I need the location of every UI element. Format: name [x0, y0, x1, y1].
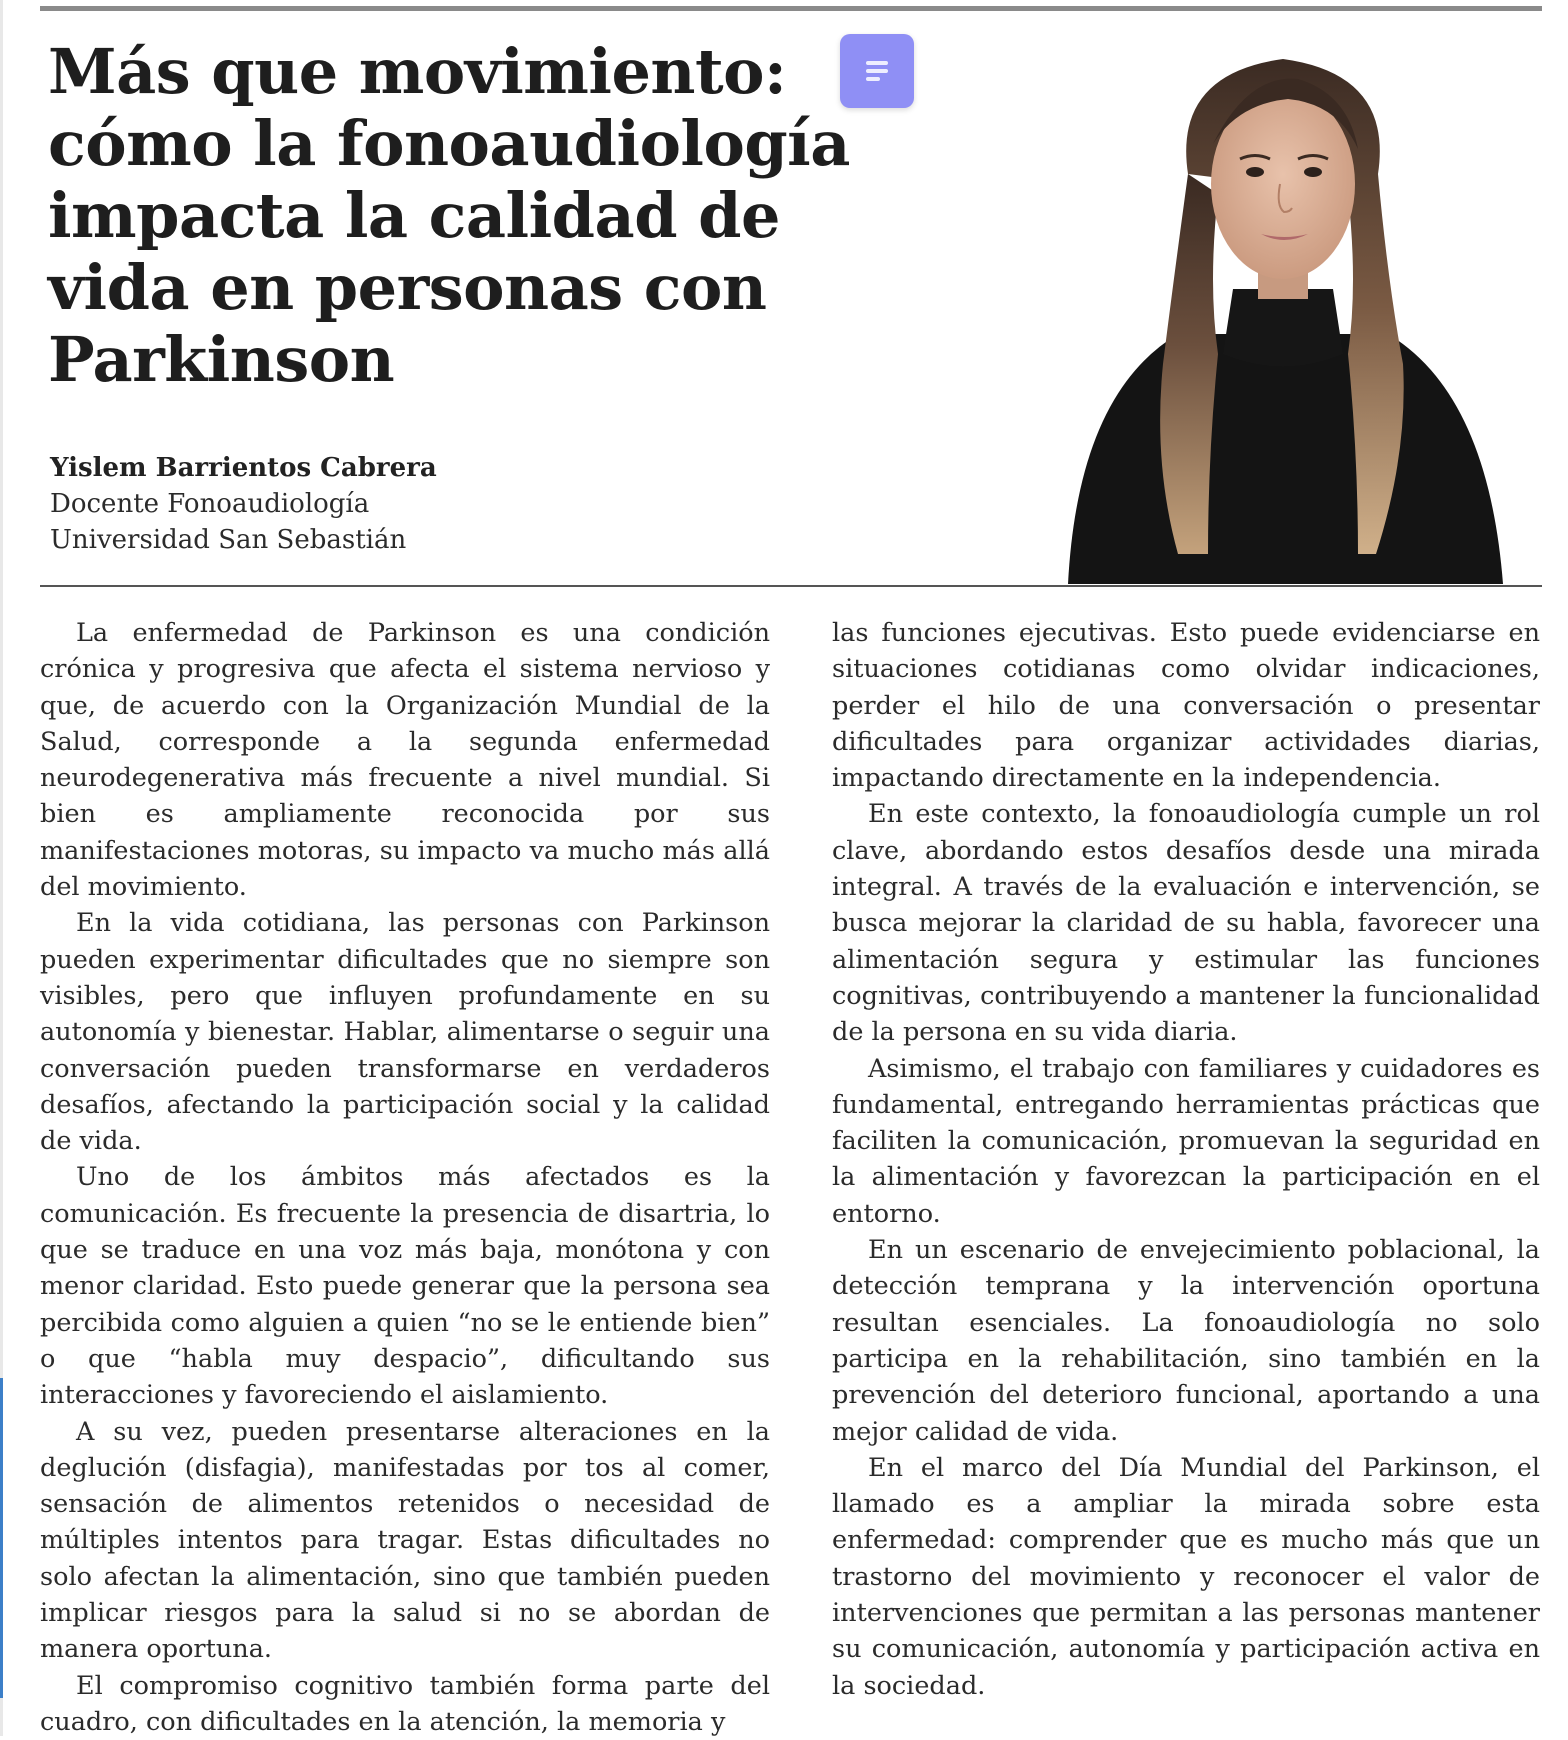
- author-byline: [50, 450, 437, 558]
- article-column-left: [40, 615, 770, 1740]
- top-rule: [40, 6, 1542, 11]
- article-title: Más que movimiento: cómo la fonoaudiología impacta la calidad de vida en personas con Parkinson: [48, 35, 850, 396]
- article-column-right: [832, 615, 1540, 1704]
- reader-mode-button[interactable]: [840, 34, 914, 108]
- author-role: Docente Fonoaudiología: [50, 489, 370, 519]
- paragraph: Asimismo, el trabajo con familiares y cuidadores es fundamental, entregando herramientas prácticas que faciliten la comunicación, promuevan la seguridad en la alimentación y favorezcan la participación en el entorno.: [832, 1053, 1540, 1229]
- author-name: Yislem Barrientos Cabrera: [50, 453, 437, 483]
- paragraph: El compromiso cognitivo también forma parte del cuadro, con dificultades en la atención, la memoria y: [40, 1670, 770, 1737]
- scroll-indicator[interactable]: [0, 1378, 3, 1698]
- paragraph: Uno de los ámbitos más afectados es la comunicación. Es frecuente la presencia de disartria, lo que se traduce en una voz más baja, monótona y con menor claridad. Esto puede generar que la persona sea percibida como alguien a quien “no se le entiende bien” o que “habla muy despacio”, dificultando sus interacciones y favoreciendo el aislamiento.: [40, 1162, 770, 1411]
- paragraph: En un escenario de envejecimiento poblacional, la detección temprana y la intervención oportuna resultan esenciales. La fonoaudiología no solo participa en la rehabilitación, sino también en la prevención del deterioro funcional, aportando a una mejor calidad de vida.: [832, 1235, 1540, 1447]
- paragraph: En este contexto, la fonoaudiología cumple un rol clave, abordando estos desafíos desde una mirada integral. A través de la evaluación e intervención, se busca mejorar la claridad de su habla, favorecer una alimentación segura y estimular las funciones cognitivas, contribuyendo a mantener la funcionalidad de la persona en su vida diaria.: [832, 799, 1540, 1048]
- paragraph: La enfermedad de Parkinson es una condición crónica y progresiva que afecta el sistema nervioso y que, de acuerdo con la Organización Mundial de la Salud, corresponde a la segunda enfermedad neurodegenerativa más frecuente a nivel mundial. Si bien es ampliamente reconocida por sus manifestaciones motoras, su impacto va mucho más allá del movimiento.: [40, 618, 770, 903]
- paragraph-continued: las funciones ejecutivas. Esto puede evidenciarse en situaciones cotidianas como olvidar indicaciones, perder el hilo de una conversación o presentar dificultades para organizar actividades diarias, impactando directamente en la independencia.: [832, 618, 1540, 794]
- author-photo: [1058, 34, 1508, 584]
- section-rule: [40, 585, 1542, 587]
- paragraph: En la vida cotidiana, las personas con Parkinson pueden experimentar dificultades que no siempre son visibles, pero que influyen profundamente en su autonomía y bienestar. Hablar, alimentarse o seguir una conversación pueden transformarse en verdaderos desafíos, afectando la participación social y la calidad de vida.: [40, 908, 770, 1157]
- paragraph: En el marco del Día Mundial del Parkinson, el llamado es a ampliar la mirada sobre esta enfermedad: comprender que es mucho más que un trastorno del movimiento y reconocer el valor de intervenciones que permitan a las personas mantener su comunicación, autonomía y participación activa en la sociedad.: [832, 1452, 1540, 1701]
- paragraph: A su vez, pueden presentarse alteraciones en la deglución (disfagia), manifestadas por tos al comer, sensación de alimentos retenidos o necesidad de múltiples intentos para tragar. Estas dificultades no solo afectan la alimentación, sino que también pueden implicar riesgos para la salud si no se abordan de manera oportuna.: [40, 1416, 770, 1665]
- author-institution: Universidad San Sebastián: [50, 525, 407, 555]
